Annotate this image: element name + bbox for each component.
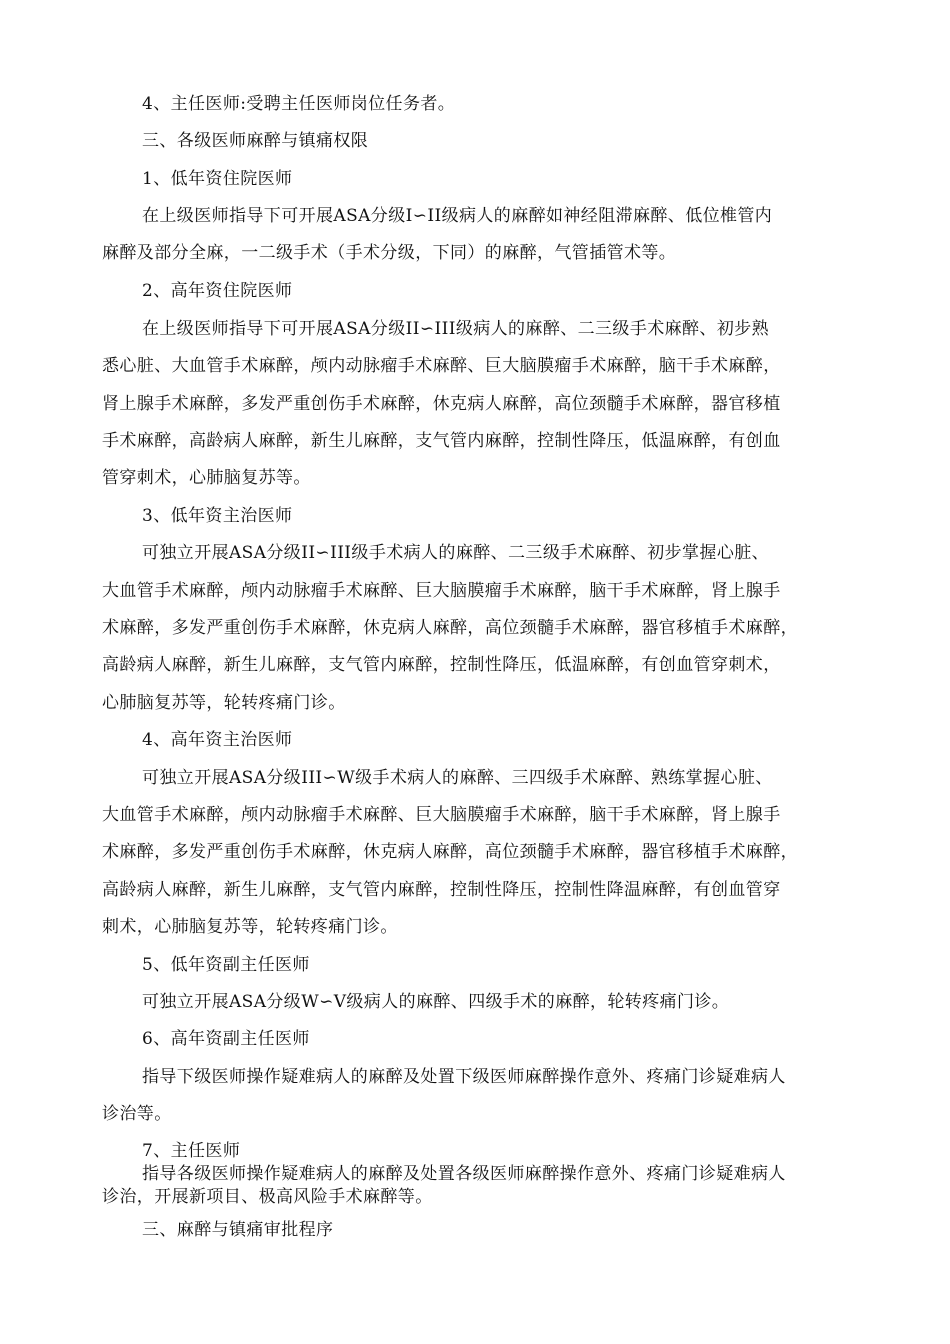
text-line: 心肺脑复苏等，轮转疼痛门诊。 bbox=[102, 693, 346, 713]
text-line: 高龄病人麻醉，新生儿麻醉，支气管内麻醉，控制性降压，控制性降温麻醉，有创血管穿 bbox=[102, 880, 781, 900]
text-line: 诊治，开展新项目、极高风险手术麻醉等。 bbox=[102, 1187, 433, 1207]
subsection-heading: 2、高年资住院医师 bbox=[142, 281, 293, 301]
text-line: 4、主任医师:受聘主任医师岗位任务者。 bbox=[142, 94, 456, 114]
text-line: 麻醉及部分全麻，一二级手术（手术分级，下同）的麻醉，气管插管术等。 bbox=[102, 243, 677, 263]
text-line: 刺术，心肺脑复苏等，轮转疼痛门诊。 bbox=[102, 917, 398, 937]
text-line: 管穿刺术，心肺脑复苏等。 bbox=[102, 468, 311, 488]
text-line: 悉心脏、大血管手术麻醉，颅内动脉瘤手术麻醉、巨大脑膜瘤手术麻醉，脑干手术麻醉， bbox=[102, 356, 781, 376]
text-line: 术麻醉，多发严重创伤手术麻醉，休克病人麻醉，高位颈髓手术麻醉，器官移植手术麻醉， bbox=[102, 842, 798, 862]
text-line: 指导各级医师操作疑难病人的麻醉及处置各级医师麻醉操作意外、疼痛门诊疑难病人 bbox=[142, 1164, 786, 1184]
text-line: 术麻醉，多发严重创伤手术麻醉，休克病人麻醉，高位颈髓手术麻醉，器官移植手术麻醉， bbox=[102, 618, 798, 638]
text-line: 大血管手术麻醉，颅内动脉瘤手术麻醉、巨大脑膜瘤手术麻醉，脑干手术麻醉，肾上腺手 bbox=[102, 581, 781, 601]
text-line: 指导下级医师操作疑难病人的麻醉及处置下级医师麻醉操作意外、疼痛门诊疑难病人 bbox=[142, 1067, 786, 1087]
text-line: 可独立开展ASA分级W∽V级病人的麻醉、四级手术的麻醉，轮转疼痛门诊。 bbox=[142, 992, 730, 1012]
subsection-heading: 3、低年资主治医师 bbox=[142, 506, 293, 526]
subsection-heading: 1、低年资住院医师 bbox=[142, 169, 293, 189]
text-line: 在上级医师指导下可开展ASA分级I∽II级病人的麻醉如神经阻滞麻醉、低位椎管内 bbox=[142, 206, 773, 226]
text-line: 可独立开展ASA分级III∽W级手术病人的麻醉、三四级手术麻醉、熟练掌握心脏、 bbox=[142, 768, 773, 788]
text-line: 手术麻醉，高龄病人麻醉，新生儿麻醉，支气管内麻醉，控制性降压，低温麻醉，有创血 bbox=[102, 431, 781, 451]
text-line: 肾上腺手术麻醉，多发严重创伤手术麻醉，休克病人麻醉，高位颈髓手术麻醉，器官移植 bbox=[102, 394, 781, 414]
section-heading: 三、各级医师麻醉与镇痛权限 bbox=[142, 131, 369, 151]
text-line: 高龄病人麻醉，新生儿麻醉，支气管内麻醉，控制性降压，低温麻醉，有创血管穿刺术， bbox=[102, 655, 781, 675]
subsection-heading: 5、低年资副主任医师 bbox=[142, 955, 310, 975]
subsection-heading: 4、高年资主治医师 bbox=[142, 730, 293, 750]
subsection-heading: 6、高年资副主任医师 bbox=[142, 1029, 310, 1049]
section-heading: 三、麻醉与镇痛审批程序 bbox=[142, 1220, 334, 1240]
text-line: 可独立开展ASA分级II∽III级手术病人的麻醉、二三级手术麻醉、初步掌握心脏、 bbox=[142, 543, 770, 563]
text-line: 大血管手术麻醉，颅内动脉瘤手术麻醉、巨大脑膜瘤手术麻醉，脑干手术麻醉，肾上腺手 bbox=[102, 805, 781, 825]
text-line: 在上级医师指导下可开展ASA分级II∽III级病人的麻醉、二三级手术麻醉、初步熟 bbox=[142, 319, 770, 339]
text-line: 诊治等。 bbox=[102, 1104, 172, 1124]
subsection-heading: 7、主任医师 bbox=[142, 1141, 241, 1161]
